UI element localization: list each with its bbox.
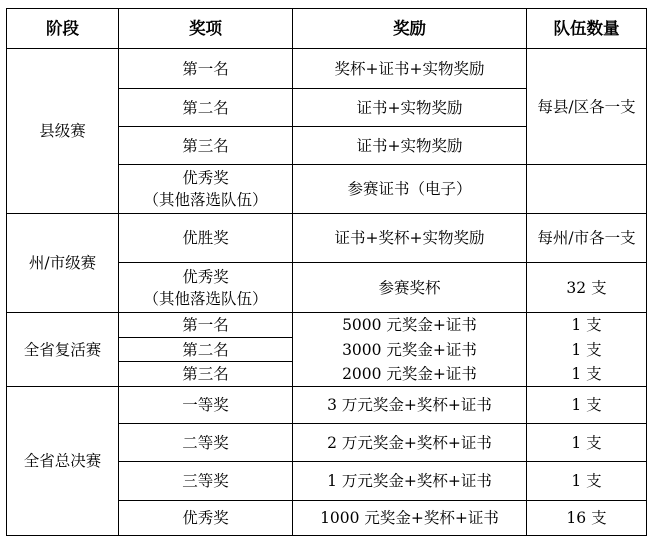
revival-team-count-2: 1 支 [571, 340, 602, 359]
stage-final: 全省总决赛 [23, 452, 102, 470]
header-team-count: 队伍数量 [553, 18, 620, 38]
final-team-count-4: 16 支 [566, 509, 607, 527]
header-stage: 阶段 [46, 18, 79, 38]
county-award-3: 第三名 [182, 136, 229, 155]
county-reward-1: 奖杯+证书+实物奖励 [334, 59, 485, 78]
city-reward-1: 证书+奖杯+实物奖励 [334, 229, 485, 247]
final-award-3: 三等奖 [182, 472, 229, 490]
final-reward-1: 3 万元奖金+奖杯+证书 [327, 396, 492, 414]
header-reward: 奖励 [393, 18, 426, 38]
revival-reward-2: 3000 元奖金+证书 [342, 340, 477, 359]
revival-reward-1: 5000 元奖金+证书 [342, 316, 477, 334]
city-award-1: 优胜奖 [182, 229, 229, 247]
county-award-2: 第二名 [182, 98, 229, 117]
final-reward-3: 1 万元奖金+奖杯+证书 [327, 472, 492, 490]
final-reward-2: 2 万元奖金+奖杯+证书 [327, 433, 492, 452]
stage-county: 县级赛 [39, 122, 86, 140]
county-team-count-4 [527, 165, 646, 213]
revival-team-count-1: 1 支 [571, 316, 602, 334]
final-team-count-2: 1 支 [571, 433, 602, 452]
revival-award-2: 第二名 [182, 340, 229, 359]
city-reward-2: 参赛奖杯 [378, 278, 441, 297]
revival-award-1: 第一名 [182, 316, 229, 334]
stage-revival: 全省复活赛 [23, 340, 102, 359]
stage-city: 州/市级赛 [28, 254, 97, 272]
final-award-2: 二等奖 [182, 433, 229, 452]
revival-team-count-3: 1 支 [571, 365, 602, 383]
revival-reward-3: 2000 元奖金+证书 [342, 365, 477, 383]
final-team-count-1: 1 支 [571, 396, 602, 414]
final-award-1: 一等奖 [182, 396, 229, 414]
county-award-4: 优秀奖 （其他落选队伍） [143, 169, 268, 209]
county-award-1: 第一名 [182, 59, 229, 78]
header-award: 奖项 [189, 18, 222, 38]
revival-award-3: 第三名 [182, 365, 229, 383]
city-award-2: 优秀奖 （其他落选队伍） [143, 267, 268, 308]
city-team-count-1: 每州/市各一支 [537, 229, 636, 247]
final-award-4: 优秀奖 [182, 509, 229, 527]
county-reward-3: 证书+实物奖励 [356, 136, 463, 155]
city-team-count-2: 32 支 [566, 278, 607, 297]
final-reward-4: 1000 元奖金+奖杯+证书 [320, 509, 499, 527]
final-team-count-3: 1 支 [571, 472, 602, 490]
county-team-count: 每县/区各一支 [537, 97, 636, 116]
county-reward-2: 证书+实物奖励 [356, 98, 463, 117]
county-reward-4: 参赛证书（电子） [347, 180, 472, 198]
